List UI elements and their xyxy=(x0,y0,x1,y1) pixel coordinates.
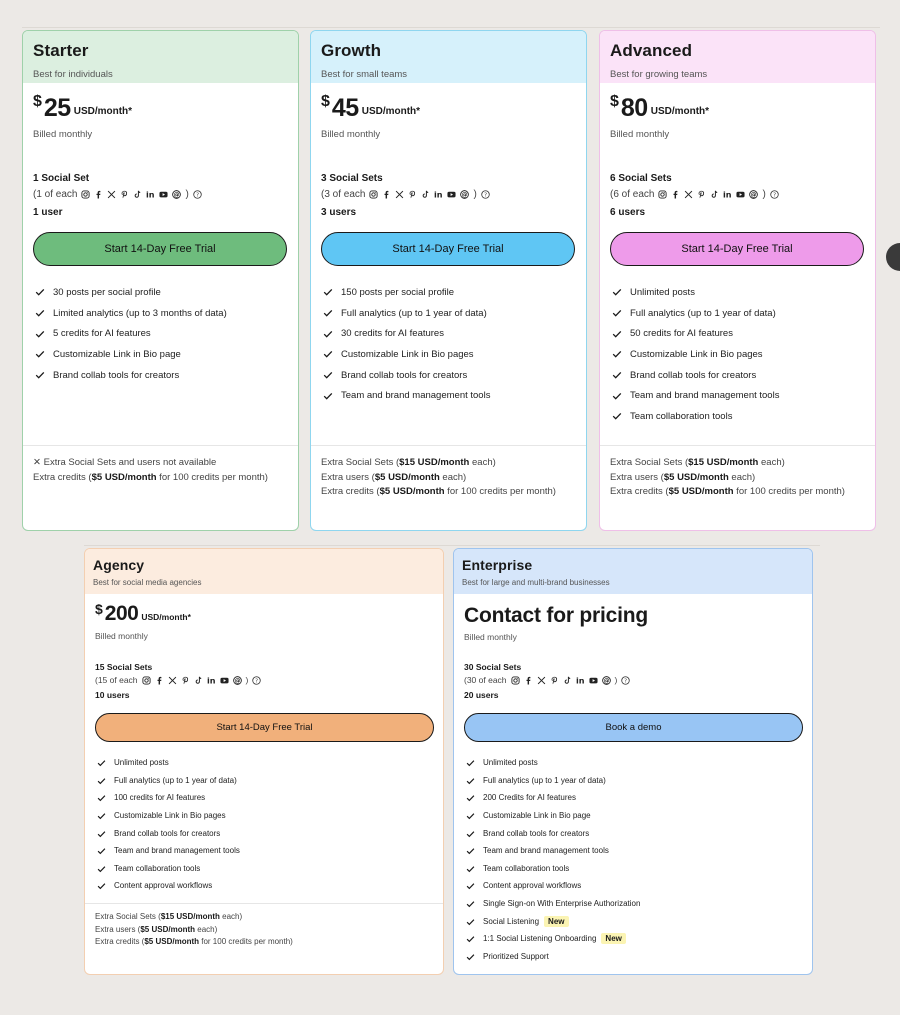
price-amount: 80 xyxy=(620,94,648,122)
plan-name: Enterprise xyxy=(462,557,533,573)
sets-each-label: (15 of each xyxy=(95,675,138,685)
feature-item xyxy=(612,385,865,406)
feature-text: Team collaboration tools xyxy=(630,410,733,422)
feature-item xyxy=(35,365,288,386)
feature-list xyxy=(97,754,433,895)
extra-social-sets: Extra Social Sets ($15 USD/month each) xyxy=(321,457,496,468)
price-period: USD/month* xyxy=(141,612,191,622)
billing-note: Billed monthly xyxy=(95,631,148,641)
check-icon xyxy=(323,370,333,380)
feature-text: Customizable Link in Bio pages xyxy=(114,811,226,821)
feature-text: Brand collab tools for creators xyxy=(630,369,757,381)
feature-item xyxy=(97,807,433,825)
close-paren: ) xyxy=(473,189,477,200)
sets-each-label: (1 of each xyxy=(33,189,78,200)
check-icon xyxy=(35,287,45,297)
facebook-icon xyxy=(671,190,680,200)
feature-text: 30 posts per social profile xyxy=(53,286,161,298)
social-icon-row xyxy=(369,190,469,200)
currency-symbol: $ xyxy=(321,93,330,110)
check-icon xyxy=(97,811,106,820)
plan-header xyxy=(454,549,812,594)
info-icon[interactable] xyxy=(193,190,202,200)
threads-icon xyxy=(602,675,611,685)
feature-text: Brand collab tools for creators xyxy=(341,369,468,381)
check-icon xyxy=(466,899,475,908)
sets-each-label: (6 of each xyxy=(610,189,655,200)
linkedin-icon xyxy=(723,190,732,200)
extras-na-text: Extra Social Sets and users not available xyxy=(43,457,217,468)
check-icon xyxy=(466,864,475,873)
check-icon xyxy=(97,881,106,890)
users-count: 20 users xyxy=(464,690,499,700)
users-count: 10 users xyxy=(95,690,130,700)
card-divider xyxy=(600,445,875,446)
x-icon xyxy=(684,190,693,200)
facebook-icon xyxy=(382,190,391,200)
linkedin-icon xyxy=(434,190,443,200)
social-sets-detail xyxy=(33,189,202,200)
feature-item xyxy=(323,303,576,324)
svg-text:in: in xyxy=(723,190,733,199)
svg-text:?: ? xyxy=(772,192,776,199)
extras-not-available xyxy=(33,456,288,471)
check-icon xyxy=(97,758,106,767)
feature-item xyxy=(466,930,802,948)
pinterest-icon xyxy=(120,190,129,200)
check-icon xyxy=(97,776,106,785)
feature-text: Customizable Link in Bio page xyxy=(53,348,181,360)
info-icon[interactable] xyxy=(770,190,779,200)
svg-text:in: in xyxy=(434,190,444,199)
plan-tagline: Best for small teams xyxy=(321,69,408,80)
feature-item xyxy=(612,344,865,365)
svg-text:@: @ xyxy=(603,678,609,685)
extras-info xyxy=(610,456,865,500)
extra-social-sets: Extra Social Sets ($15 USD/month each) xyxy=(610,457,785,468)
feature-item xyxy=(97,842,433,860)
check-icon xyxy=(97,793,106,802)
social-icon-row xyxy=(142,675,242,685)
start-trial-button[interactable]: Start 14-Day Free Trial xyxy=(33,232,287,266)
instagram-icon xyxy=(81,190,90,200)
sets-each-label: (30 of each xyxy=(464,675,507,685)
feature-item xyxy=(323,344,576,365)
plan-name: Advanced xyxy=(610,41,693,60)
check-icon xyxy=(466,917,475,926)
feature-item xyxy=(466,860,802,878)
feature-item xyxy=(323,323,576,344)
social-sets-count: 6 Social Sets xyxy=(610,173,672,184)
check-icon xyxy=(35,308,45,318)
feature-text: Full analytics (up to 1 year of data) xyxy=(341,307,487,319)
x-icon xyxy=(537,675,546,685)
facebook-icon xyxy=(155,675,164,685)
x-icon xyxy=(395,190,404,200)
feature-text: 5 credits for AI features xyxy=(53,328,151,340)
feature-text: Content approval workflows xyxy=(114,881,213,891)
x-icon: ✕ xyxy=(33,457,41,468)
check-icon xyxy=(35,349,45,359)
feature-item xyxy=(612,365,865,386)
threads-icon xyxy=(749,190,758,200)
check-icon xyxy=(612,370,622,380)
price-amount: 45 xyxy=(331,94,359,122)
top-divider xyxy=(22,27,880,28)
plan-card-starter xyxy=(22,30,299,531)
plan-tagline: Best for large and multi-brand businesses xyxy=(462,578,610,587)
plan-header xyxy=(85,549,443,594)
svg-text:in: in xyxy=(206,675,216,685)
users-count: 6 users xyxy=(610,207,646,218)
feature-item xyxy=(97,789,433,807)
svg-text:?: ? xyxy=(255,678,259,685)
social-sets-detail xyxy=(95,675,261,685)
check-icon xyxy=(466,934,475,943)
feature-text: Customizable Link in Bio pages xyxy=(630,348,763,360)
check-icon xyxy=(466,952,475,961)
new-badge: New xyxy=(544,916,568,927)
check-icon xyxy=(466,758,475,767)
extra-users: Extra users ($5 USD/month each) xyxy=(95,924,218,934)
instagram-icon xyxy=(369,190,378,200)
plan-header xyxy=(311,31,586,83)
check-icon xyxy=(97,829,106,838)
check-icon xyxy=(323,287,333,297)
close-paren: ) xyxy=(762,189,766,200)
extras-info xyxy=(321,456,576,500)
feature-list xyxy=(35,282,288,385)
facebook-icon xyxy=(524,675,533,685)
feature-item xyxy=(466,789,802,807)
users-count: 3 users xyxy=(321,207,357,218)
price-period: USD/month* xyxy=(650,106,710,117)
plan-name: Starter xyxy=(33,41,89,60)
facebook-icon xyxy=(94,190,103,200)
currency-symbol: $ xyxy=(33,93,42,110)
extra-credits: Extra credits ($5 USD/month for 100 credits per month) xyxy=(95,937,293,946)
start-trial-button[interactable]: Start 14-Day Free Trial xyxy=(95,713,434,742)
start-trial-button[interactable]: Start 14-Day Free Trial xyxy=(610,232,864,266)
plan-price xyxy=(321,93,420,123)
book-demo-button[interactable]: Book a demo xyxy=(464,713,803,742)
plan-price xyxy=(33,93,132,123)
feature-text: 50 credits for AI features xyxy=(630,328,733,340)
start-trial-button[interactable]: Start 14-Day Free Trial xyxy=(321,232,575,266)
currency-symbol: $ xyxy=(95,601,103,617)
social-sets-detail xyxy=(464,675,630,685)
svg-text:?: ? xyxy=(195,192,199,199)
youtube-icon xyxy=(589,675,598,685)
svg-text:@: @ xyxy=(462,192,468,199)
check-icon xyxy=(466,811,475,820)
feature-text: Customizable Link in Bio page xyxy=(483,811,591,821)
plan-tagline: Best for social media agencies xyxy=(93,578,202,587)
social-sets-count: 30 Social Sets xyxy=(464,662,522,672)
close-paren: ) xyxy=(185,189,189,200)
social-sets-count: 1 Social Set xyxy=(33,173,90,184)
close-paren: ) xyxy=(614,675,618,685)
linkedin-icon xyxy=(576,675,585,685)
plan-tagline: Best for individuals xyxy=(33,69,113,80)
feature-text: Full analytics (up to 1 year of data) xyxy=(630,307,776,319)
price-amount: 200 xyxy=(104,602,139,625)
svg-text:in: in xyxy=(575,675,585,685)
extras-info xyxy=(95,911,433,949)
check-icon xyxy=(612,349,622,359)
feature-text: Team and brand management tools xyxy=(630,390,780,402)
check-icon xyxy=(323,329,333,339)
feature-text: Content approval workflows xyxy=(483,881,582,891)
billing-note: Billed monthly xyxy=(464,632,517,642)
feature-text: 30 credits for AI features xyxy=(341,328,444,340)
tiktok-icon xyxy=(710,190,719,200)
plan-header xyxy=(23,31,298,83)
svg-text:?: ? xyxy=(483,192,487,199)
youtube-icon xyxy=(447,190,456,200)
plan-card-enterprise xyxy=(453,548,813,975)
check-icon xyxy=(612,391,622,401)
scroll-handle[interactable] xyxy=(886,243,900,271)
billing-note: Billed monthly xyxy=(321,129,381,140)
new-badge: New xyxy=(601,933,625,944)
plan-name: Agency xyxy=(93,557,145,573)
feature-text: Full analytics (up to 1 year of data) xyxy=(114,775,237,785)
billing-note: Billed monthly xyxy=(610,129,670,140)
threads-icon xyxy=(460,190,469,200)
plan-card-advanced xyxy=(599,30,876,531)
social-sets-detail xyxy=(610,189,779,200)
extra-users: Extra users ($5 USD/month each) xyxy=(610,471,756,483)
extra-credits: Extra credits ($5 USD/month for 100 credits per month) xyxy=(610,486,845,497)
feature-text: Team and brand management tools xyxy=(483,846,609,856)
info-icon[interactable] xyxy=(481,190,490,200)
instagram-icon xyxy=(142,675,151,685)
extra-social-sets: Extra Social Sets ($15 USD/month each) xyxy=(95,912,243,921)
check-icon xyxy=(97,864,106,873)
check-icon xyxy=(323,308,333,318)
threads-icon xyxy=(233,675,242,685)
middle-divider xyxy=(84,545,820,546)
social-icon-row xyxy=(658,190,758,200)
feature-text: Unlimited posts xyxy=(630,286,695,298)
svg-text:?: ? xyxy=(624,678,628,685)
tiktok-icon xyxy=(194,675,203,685)
feature-item xyxy=(97,860,433,878)
currency-symbol: $ xyxy=(610,93,619,110)
feature-item xyxy=(466,877,802,895)
svg-text:@: @ xyxy=(234,678,240,685)
price-amount: 25 xyxy=(43,94,71,122)
feature-item xyxy=(35,344,288,365)
check-icon xyxy=(35,329,45,339)
check-icon xyxy=(97,846,106,855)
feature-text: Full analytics (up to 1 year of data) xyxy=(483,775,606,785)
svg-text:@: @ xyxy=(174,192,180,199)
tiktok-icon xyxy=(133,190,142,200)
feature-item xyxy=(35,323,288,344)
social-icon-row xyxy=(81,190,181,200)
users-count: 1 user xyxy=(33,207,63,218)
plan-name: Growth xyxy=(321,41,382,60)
feature-text: Unlimited posts xyxy=(483,758,538,768)
feature-list xyxy=(466,754,802,965)
feature-text: Unlimited posts xyxy=(114,758,169,768)
plan-header xyxy=(600,31,875,83)
check-icon xyxy=(466,881,475,890)
feature-item xyxy=(35,303,288,324)
check-icon xyxy=(35,370,45,380)
x-icon xyxy=(107,190,116,200)
feature-text: Brand collab tools for creators xyxy=(483,828,590,838)
billing-note: Billed monthly xyxy=(33,129,93,140)
check-icon xyxy=(466,829,475,838)
feature-item xyxy=(466,948,802,966)
linkedin-icon xyxy=(146,190,155,200)
feature-item xyxy=(323,282,576,303)
plan-tagline: Best for growing teams xyxy=(610,69,708,80)
feature-item xyxy=(466,824,802,842)
check-icon xyxy=(323,391,333,401)
plan-price xyxy=(95,601,191,627)
plan-price xyxy=(610,93,709,123)
feature-item xyxy=(466,912,802,930)
sets-each-label: (3 of each xyxy=(321,189,366,200)
feature-list xyxy=(612,282,865,427)
feature-item xyxy=(612,303,865,324)
youtube-icon xyxy=(736,190,745,200)
card-divider xyxy=(311,445,586,446)
feature-text: 200 Credits for AI features xyxy=(483,793,576,803)
close-paren: ) xyxy=(245,675,249,685)
threads-icon xyxy=(172,190,181,200)
social-sets-count: 3 Social Sets xyxy=(321,173,383,184)
check-icon xyxy=(466,846,475,855)
feature-text: Limited analytics (up to 3 months of data) xyxy=(53,307,227,319)
feature-item xyxy=(35,282,288,303)
youtube-icon xyxy=(159,190,168,200)
pinterest-icon xyxy=(181,675,190,685)
check-icon xyxy=(466,776,475,785)
feature-item xyxy=(612,406,865,427)
feature-item xyxy=(97,824,433,842)
extra-credits: Extra credits ($5 USD/month for 100 credits per month) xyxy=(321,486,556,497)
card-divider xyxy=(85,903,443,904)
feature-item xyxy=(466,842,802,860)
feature-text: Brand collab tools for creators xyxy=(53,369,180,381)
feature-text: Team collaboration tools xyxy=(114,863,201,873)
price-period: USD/month* xyxy=(73,106,133,117)
feature-text: 100 credits for AI features xyxy=(114,793,206,803)
check-icon xyxy=(466,793,475,802)
social-sets-detail xyxy=(321,189,490,200)
svg-text:@: @ xyxy=(751,192,757,199)
feature-list xyxy=(323,282,576,406)
check-icon xyxy=(612,329,622,339)
social-icon-row xyxy=(511,675,611,685)
pinterest-icon xyxy=(408,190,417,200)
feature-text: 150 posts per social profile xyxy=(341,286,455,298)
instagram-icon xyxy=(658,190,667,200)
social-sets-count: 15 Social Sets xyxy=(95,662,153,672)
youtube-icon xyxy=(220,675,229,685)
feature-text: Customizable Link in Bio pages xyxy=(341,348,474,360)
feature-text: Team and brand management tools xyxy=(114,846,240,856)
feature-text: Brand collab tools for creators xyxy=(114,828,221,838)
info-icon[interactable] xyxy=(252,675,261,685)
feature-text: 1:1 Social Listening Onboarding xyxy=(483,934,597,944)
feature-item xyxy=(466,807,802,825)
feature-text: Prioritized Support xyxy=(483,951,549,961)
extra-credits: Extra credits ($5 USD/month for 100 credits per month) xyxy=(33,471,268,483)
check-icon xyxy=(612,308,622,318)
feature-item xyxy=(466,772,802,790)
check-icon xyxy=(612,411,622,421)
feature-item xyxy=(97,877,433,895)
instagram-icon xyxy=(511,675,520,685)
extra-users: Extra users ($5 USD/month each) xyxy=(321,471,467,483)
feature-text: Social Listening xyxy=(483,916,540,926)
feature-item xyxy=(612,323,865,344)
tiktok-icon xyxy=(421,190,430,200)
feature-text: Team and brand management tools xyxy=(341,390,491,402)
plan-card-growth xyxy=(310,30,587,531)
feature-item xyxy=(466,895,802,913)
pinterest-icon xyxy=(550,675,559,685)
feature-item xyxy=(323,385,576,406)
x-icon xyxy=(168,675,177,685)
feature-item xyxy=(323,365,576,386)
feature-item xyxy=(612,282,865,303)
extras-info xyxy=(33,456,288,485)
card-divider xyxy=(23,445,298,446)
tiktok-icon xyxy=(563,675,572,685)
svg-text:in: in xyxy=(146,190,156,199)
feature-text: Team collaboration tools xyxy=(483,863,570,873)
feature-item xyxy=(97,772,433,790)
linkedin-icon xyxy=(207,675,216,685)
contact-for-pricing: Contact for pricing xyxy=(464,604,649,627)
info-icon[interactable] xyxy=(621,675,630,685)
check-icon xyxy=(323,349,333,359)
plan-card-agency xyxy=(84,548,444,975)
pinterest-icon xyxy=(697,190,706,200)
price-period: USD/month* xyxy=(361,106,421,117)
feature-text: Single Sign-on With Enterprise Authorization xyxy=(483,899,641,909)
feature-item xyxy=(97,754,433,772)
check-icon xyxy=(612,287,622,297)
feature-item xyxy=(466,754,802,772)
